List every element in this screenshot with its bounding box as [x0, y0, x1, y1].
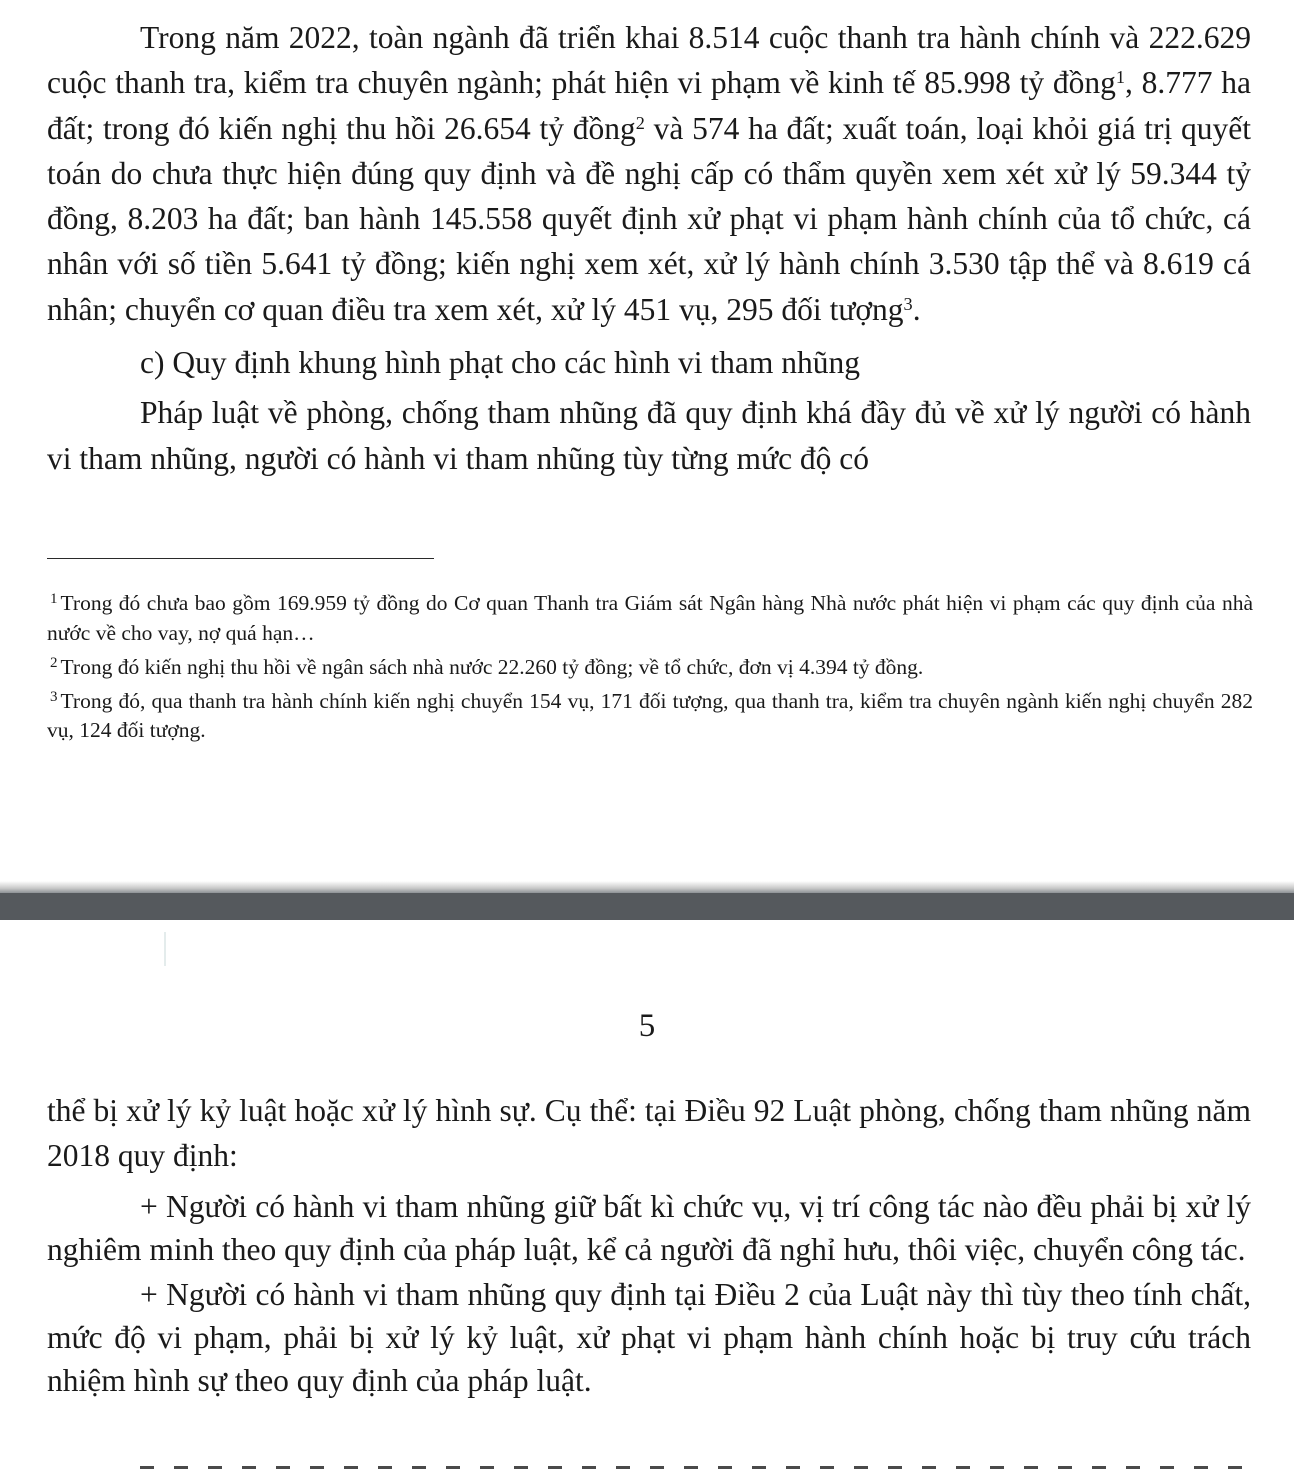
footnote-mark: 2: [50, 654, 58, 671]
footnote-ref-1: 1: [1115, 67, 1126, 88]
paragraph-anti-corruption-law: Pháp luật về phòng, chống tham nhũng đã quy định khá đầy đủ về xử lý người có hành vi tham nhũng, người có hành vi tham nhũng tùy từng mức độ có: [47, 395, 1251, 476]
footnote-text: Trong đó kiến nghị thu hồi về ngân sách nhà nước 22.260 tỷ đồng; về tổ chức, đơn vị 4.394 tỷ đồng.: [60, 654, 924, 679]
footnote-separator: [47, 558, 434, 559]
cut-off-text-line: [140, 1463, 1260, 1476]
footnote-mark: 1: [50, 591, 58, 607]
paragraph-text-part: Trong năm 2022, toàn ngành đã triển khai 8.514 cuộc thanh tra hành chính và 222.629 cuộc thanh tra, kiểm tra chuyên ngành; phát hiện vi phạm về kinh tế 85.998 tỷ đồng: [47, 20, 1251, 101]
footnote-ref-2: 2: [635, 112, 645, 133]
scan-artifact: [164, 932, 166, 966]
footnote-text: Trong đó chưa bao gồm 169.959 tỷ đồng do Cơ quan Thanh tra Giám sát Ngân hàng Nhà nước phát hiện vi phạm các quy định của nhà nước về cho vay, nợ quá hạn…: [47, 590, 1253, 645]
footnote-ref-3: 3: [903, 293, 913, 314]
main-text-top: [47, 15, 1251, 481]
paragraph-text-part: .: [912, 291, 921, 327]
page-edge-shadow: [0, 881, 1294, 893]
main-text-bottom: [47, 1088, 1251, 1402]
page-number: 5: [638, 1008, 656, 1044]
paragraph-article-92: thể bị xử lý kỷ luật hoặc xử lý hình sự. Cụ thể: tại Điều 92 Luật phòng, chống tham nhũng năm 2018 quy định:: [47, 1093, 1251, 1174]
paragraph-text-part: và 574 ha đất; xuất toán, loại khỏi giá trị quyết toán do chưa thực hiện đúng quy định và đề nghị cấp có thẩm quyền xem xét xử lý 59.344 tỷ đồng, 8.203 ha đất; ban hành 145.558 quyết định xử phạt vi phạm hành chính của tổ chức, cá nhân với số tiền 5.641 tỷ đồng; kiến nghị xem xét, xử lý hành chính 3.530 tập thể và 8.619 cá nhân; chuyển cơ quan điều tra xem xét, xử lý 451 vụ, 295 đối tượng: [47, 110, 1252, 327]
section-heading-c: c) Quy định khung hình phạt cho các hình vi tham nhũng: [140, 345, 860, 381]
cut-off-text-fragment: [140, 1466, 1260, 1469]
paragraph-inspection-results: [47, 15, 1251, 332]
footnote-2: [47, 648, 1253, 682]
page-gap: [0, 893, 1294, 921]
paragraph-text-part: , 8.777 ha đất; trong đó kiến nghị thu hồi 26.654 tỷ đồng: [47, 65, 1251, 146]
footnote-3: [47, 682, 1253, 746]
footnote-text: Trong đó, qua thanh tra hành chính kiến nghị chuyển 154 vụ, 171 đối tượng, qua thanh tra, kiểm tra chuyên ngành kiến nghị chuyển 282 vụ, 124 đối tượng.: [47, 688, 1253, 743]
bullet-item-1: + Người có hành vi tham nhũng giữ bất kì chức vụ, vị trí công tác nào đều phải bị xử lý nghiêm minh theo quy định của pháp luật, kể cả người đã nghỉ hưu, thôi việc, chuyển công tác.: [47, 1188, 1251, 1267]
bullet-item-2: + Người có hành vi tham nhũng quy định tại Điều 2 của Luật này thì tùy theo tính chất, mức độ vi phạm, phải bị xử lý kỷ luật, xử phạt vi phạm hành chính hoặc bị truy cứu trách nhiệm hình sự theo quy định của pháp luật.: [47, 1276, 1251, 1398]
footnote-1: [47, 584, 1253, 648]
footnote-mark: 3: [50, 688, 58, 705]
footnotes: [47, 584, 1253, 745]
